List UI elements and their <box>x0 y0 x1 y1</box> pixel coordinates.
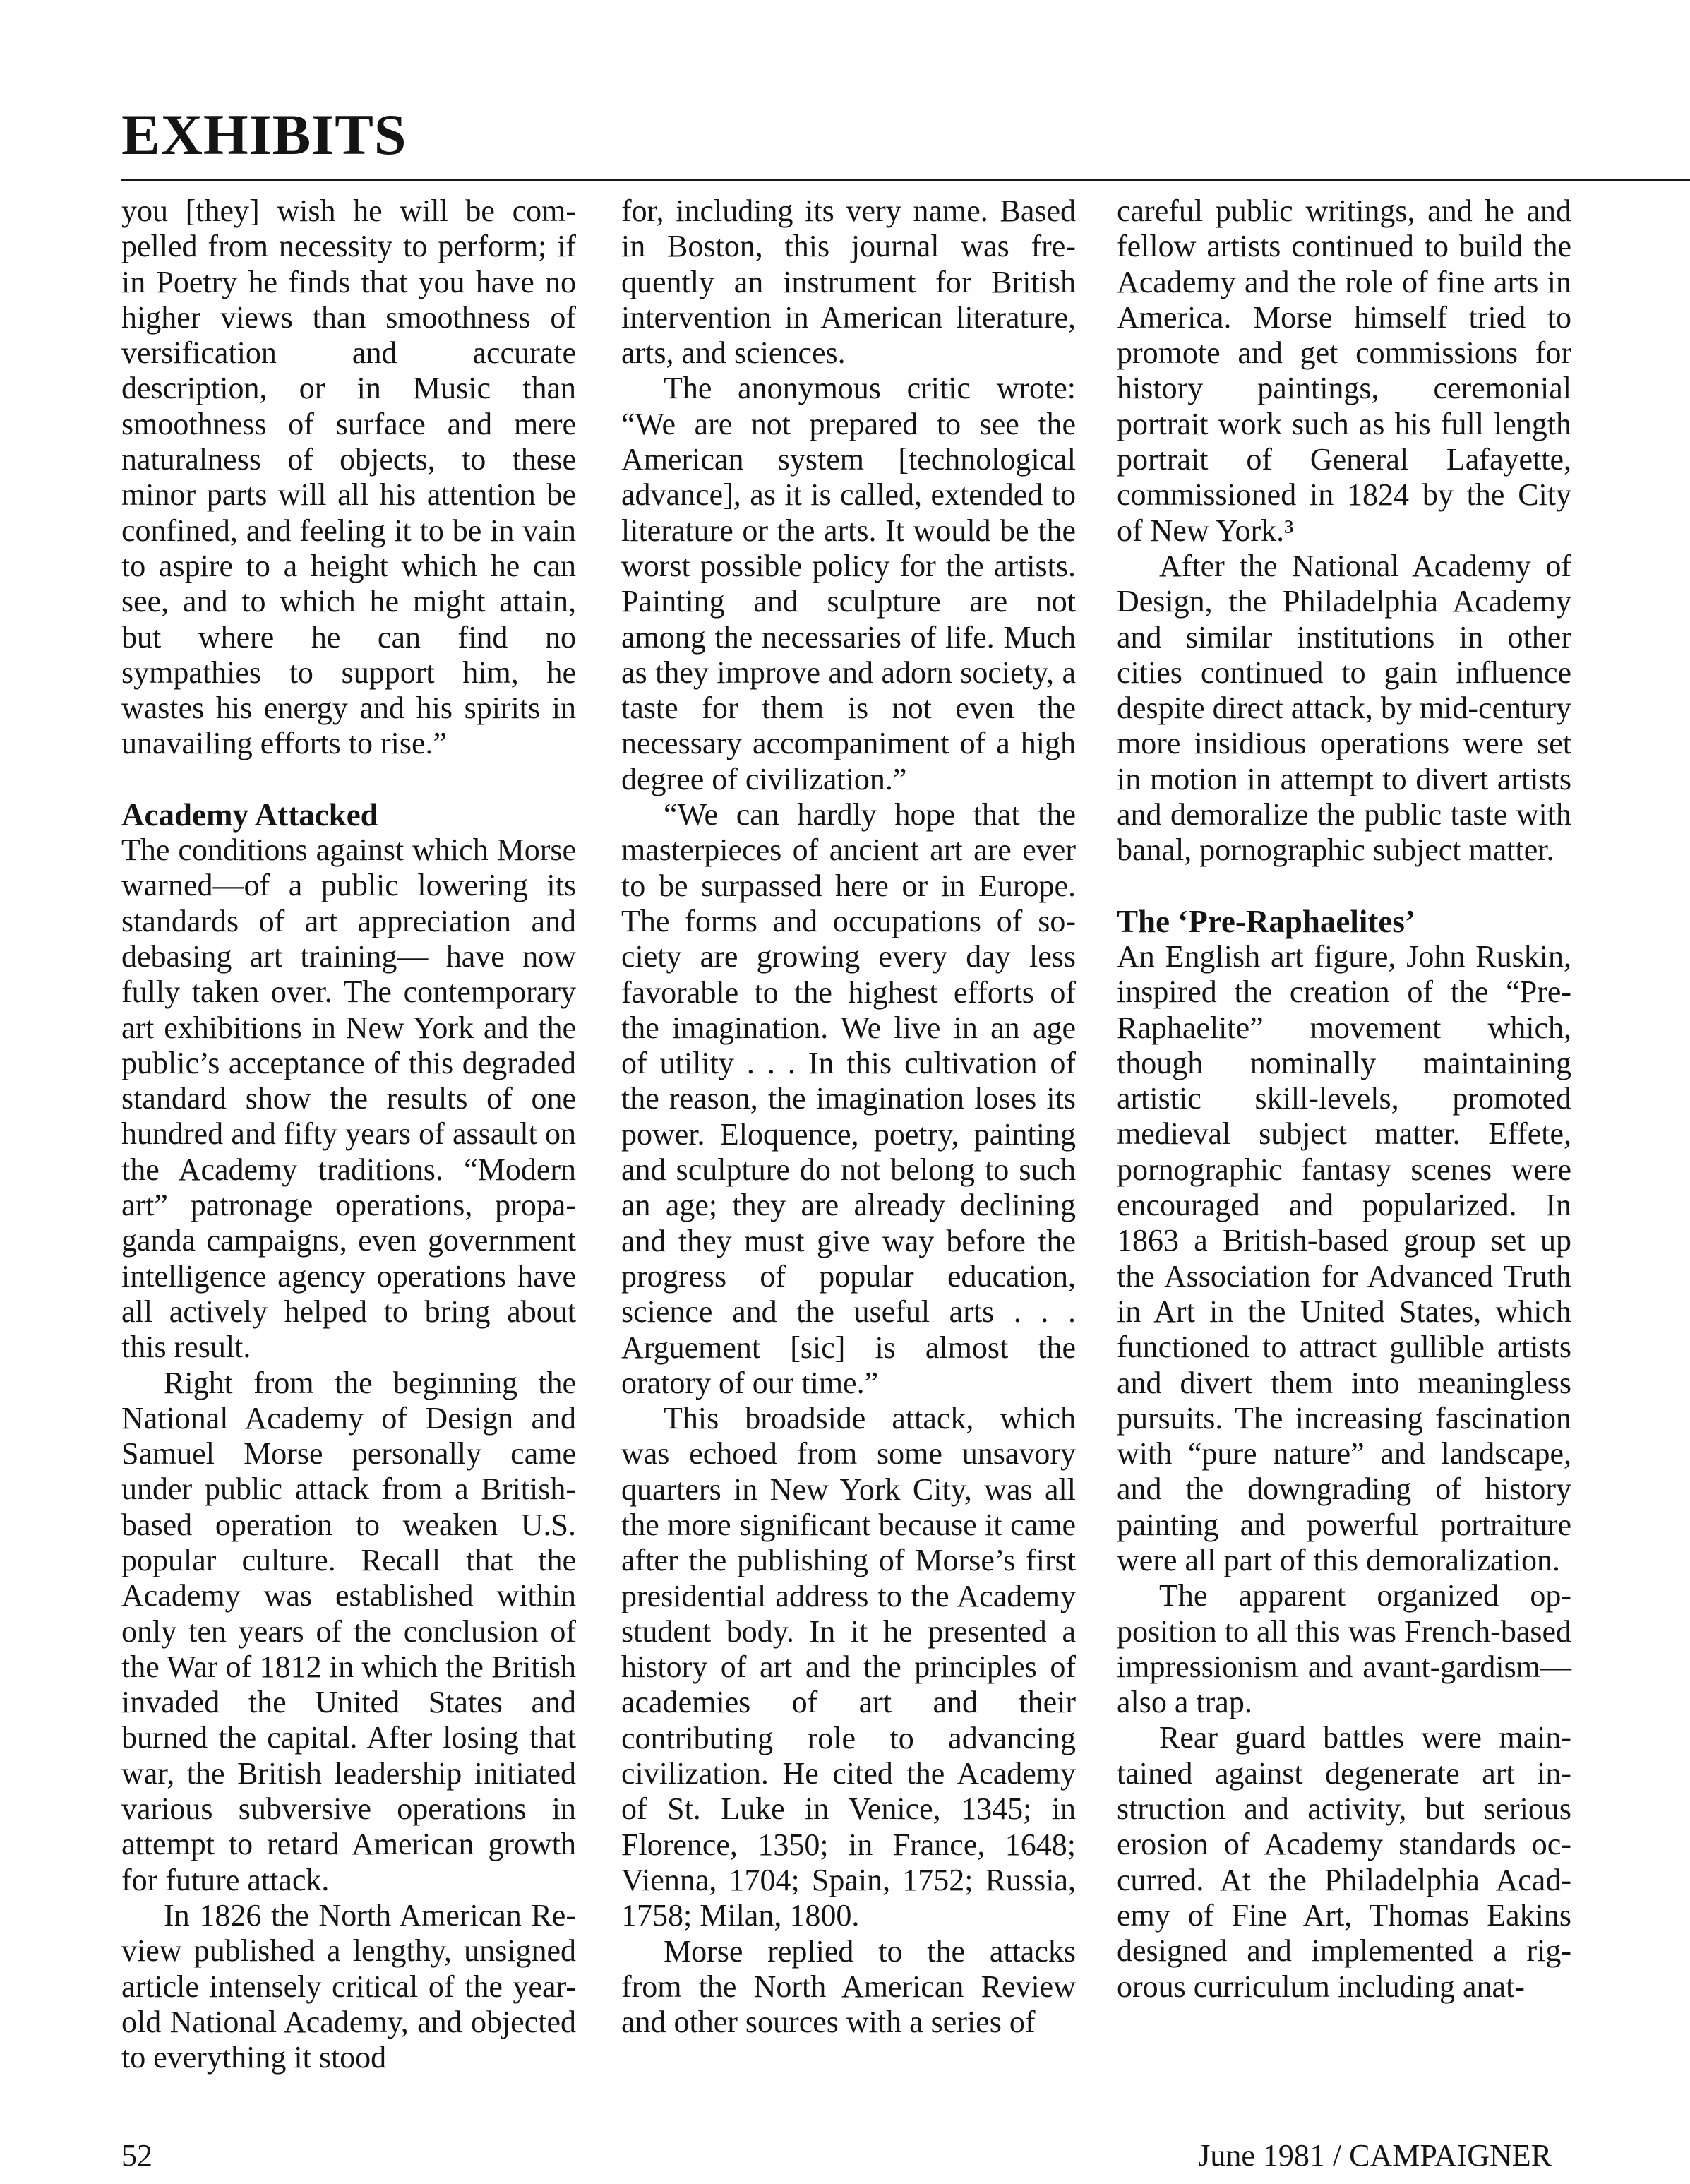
paragraph: The apparent organized opposition to all this was French-based impressionism and avant-gardism—also a trap. <box>1117 1578 1572 1720</box>
subheading-pre-raphaelites: The ‘Pre-Raphaelites’ <box>1117 903 1415 939</box>
column-right <box>1117 193 1571 2005</box>
paragraph: After the National Academy of Design, the Philadelphia Academy and similar institutions in other cities continued to gain influence despite direct attack, by mid-century more insidious operations were set in motion in attempt to divert artists and demoralize the public taste with banal, pornographic subject matter. <box>1117 548 1571 868</box>
header-rule <box>121 179 1690 181</box>
paragraph: The conditions against which Morse warned—of a public lowering its standards of art appreciation and debasing art training— have now fully taken over. The contemporary art exhibitions in New York and the public’s acceptance of this degraded standard show the results of one hundred and fifty years of assault on the Academy traditions. “Modern art” patronage operations, propaganda campaigns, even government intelligence agency operations have all actively helped to bring about this result. <box>121 833 576 1365</box>
paragraph: In 1826 the North American Review published a lengthy, unsigned article intensely critical of the year-old National Academy, and objected to everything it stood <box>121 1897 576 2075</box>
paragraph: This broadside attack, which was echoed from some unsavory quarters in New York City, was all the more significant because it came after the publishing of Morse’s first presidential address to the Academy student body. In it he presented a history of art and the principles of academies of art and their contributing role to advancing civilization. He cited the Academy of St. Luke in Venice, 1345; in Florence, 1350; in France, 1648; Vienna, 1704; Spain, 1752; Russia, 1758; Milan, 1800. <box>621 1401 1076 1933</box>
paragraph: for, including its very name. Based in Boston, this journal was frequently an instrument for British intervention in American literature, arts, and sciences. <box>621 193 1076 371</box>
column-left <box>121 193 576 2075</box>
page-number: 52 <box>121 2138 152 2173</box>
subheading-academy-attacked: Academy Attacked <box>121 796 378 833</box>
paragraph: Morse replied to the attacks from the North American Review and other sources with a series of <box>621 1933 1076 2040</box>
section-title: EXHIBITS <box>121 102 407 167</box>
paragraph: careful public writings, and he and fellow artists continued to build the Academy and the role of fine arts in America. Morse himself tried to promote and get commissions for history paintings, ceremonial portrait work such as his full length portrait of General Lafayette, commissioned in 1824 by the City of New York.³ <box>1117 193 1571 548</box>
paragraph: you [they] wish he will be compelled from necessity to perform; if in Poetry he finds that you have no higher views than smoothness of versification and accurate description, or in Music than smoothness of surface and mere naturalness of objects, to these minor parts will all his attention be confined, and feeling it to be in vain to aspire to a height which he can see, and to which he might attain, but where he can find no sympathies to support him, he wastes his energy and his spirits in unavailing efforts to rise.” <box>121 193 576 761</box>
paragraph: Right from the beginning the National Academy of Design and Samuel Morse personally came under public attack from a British-based operation to weaken U.S. popular culture. Recall that the Academy was established within only ten years of the conclusion of the War of 1812 in which the British invaded the United States and burned the capital. After losing that war, the British leadership initiated various subversive operations in attempt to retard American growth for future attack. <box>121 1365 576 1897</box>
paragraph: Rear guard battles were maintained against degenerate art instruction and activity, but serious erosion of Academy standards occurred. At the Philadelphia Academy of Fine Art, Thomas Eakins designed and implemented a rigorous curriculum including anat- <box>1117 1720 1571 2004</box>
paragraph: An English art figure, John Ruskin, inspired the creation of the “Pre-Raphaelite” movement which, though nominally maintaining artistic skill-levels, promoted medieval subject matter. Effete, pornographic fantasy scenes were encouraged and popularized. In 1863 a British-based group set up the Association for Advanced Truth in Art in the United States, which functioned to attract gullible artists and divert them into meaningless pursuits. The increasing fascination with “pure nature” and landscape, and the downgrading of history painting and powerful portraiture were all part of this demoralization. <box>1117 938 1571 1577</box>
paragraph: The anonymous critic wrote: “We are not prepared to see the American system [technological advance], as it is called, extended to literature or the arts. It would be the worst possible policy for the artists. Painting and sculpture are not among the necessaries of life. Much as they improve and adorn society, a taste for them is not even the necessary accompaniment of a high degree of civilization.” <box>621 371 1076 796</box>
column-middle <box>621 193 1076 2040</box>
paragraph: “We can hardly hope that the masterpieces of ancient art are ever to be surpassed here or in Europe. The forms and occupations of society are growing every day less favorable to the highest efforts of the imagination. We live in an age of utility . . . In this cultivation of the reason, the imagination loses its power. Eloquence, poetry, painting and sculpture do not belong to such an age; they are already declining and they must give way before the progress of popular education, science and the useful arts . . . Arguement [sic] is almost the oratory of our time.” <box>621 797 1076 1400</box>
issue-footer: June 1981 / CAMPAIGNER <box>1198 2138 1552 2173</box>
